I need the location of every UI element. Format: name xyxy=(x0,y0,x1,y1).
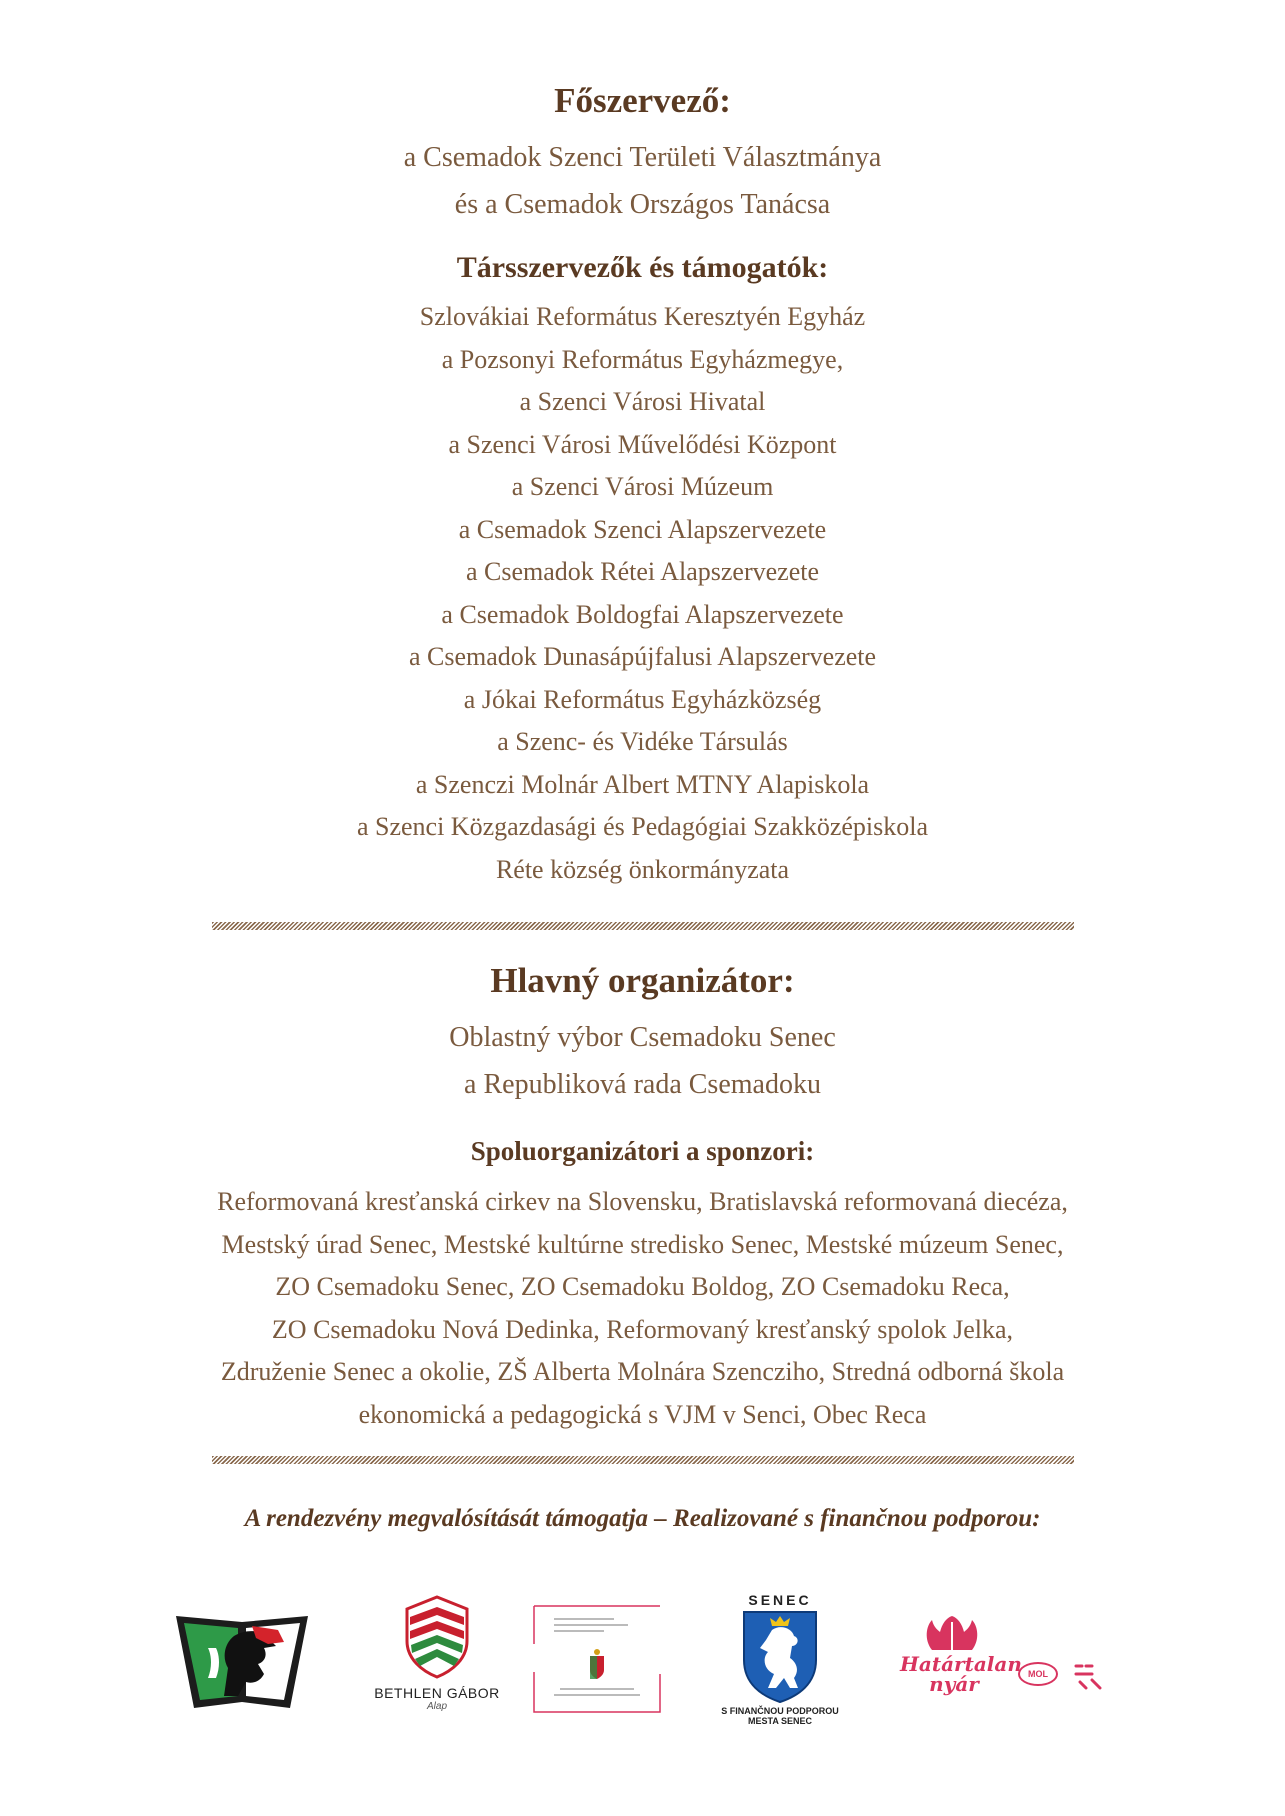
senec-coat-of-arms-icon xyxy=(710,1608,850,1704)
bethlen-shield-icon xyxy=(372,1593,502,1683)
hatartalan-nyar-logo xyxy=(900,1614,1120,1704)
bethlen-sub: Alap xyxy=(426,1701,447,1712)
hu-main-heading: Főszervező: xyxy=(554,81,731,120)
sk-co-organizers xyxy=(0,1135,1285,1436)
hu-co-line: a Jókai Református Egyházközség xyxy=(463,684,822,714)
hu-co-organizers xyxy=(0,250,1285,891)
hu-co-line: a Csemadok Rétei Alapszervezete xyxy=(465,557,820,586)
sk-co-line: Mestský úrad Senec, Mestské kultúrne stredisko Senec, Mestské múzeum Senec, xyxy=(221,1229,1064,1259)
senec-top-text: SENEC xyxy=(748,1592,812,1608)
sk-main-line: a Republiková rada Csemadoku xyxy=(464,1069,821,1100)
hu-main-line: a Csemadok Szenci Területi Választmánya xyxy=(403,142,882,173)
bethlen-name: BETHLEN GÁBOR xyxy=(374,1685,500,1701)
hatartalan-line1: Határtalan xyxy=(900,1652,1022,1676)
hu-co-line: a Szenci Városi Hivatal xyxy=(519,387,766,416)
sk-co-line: ZO Csemadoku Nová Dedinka, Reformovaný kresťanský spolok Jelka, xyxy=(271,1314,1014,1344)
section-divider xyxy=(212,922,1074,930)
sk-co-line: Reformovaná kresťanská cirkev na Slovensku, Bratislavská reformovaná diecéza, xyxy=(217,1187,1068,1217)
hu-main-line: és a Csemadok Országos Tanácsa xyxy=(454,189,831,220)
hu-co-line: Réte község önkormányzata xyxy=(495,854,790,884)
csemadok-logo xyxy=(172,1608,312,1713)
sk-main-organizer xyxy=(0,960,1285,1108)
hu-co-heading: Társszervezők és támogatók: xyxy=(456,251,829,284)
sk-main-heading: Hlavný organizátor: xyxy=(490,961,795,1000)
mol-text: MOL xyxy=(1028,1669,1048,1679)
mol-badge xyxy=(1018,1662,1058,1686)
hungarian-flag-icon xyxy=(1072,1662,1108,1690)
tulip-icon xyxy=(922,1614,982,1654)
hu-co-line: a Csemadok Szenci Alapszervezete xyxy=(458,514,827,544)
hu-co-line: a Szenczi Molnár Albert MTNY Alapiskola xyxy=(415,769,870,799)
sk-co-line: ZO Csemadoku Senec, ZO Csemadoku Boldog, ZO Csemadoku Reca, xyxy=(275,1272,1010,1302)
hu-co-line: a Pozsonyi Református Egyházmegye, xyxy=(441,344,844,374)
sk-co-line: Združenie Senec a okolie, ZŠ Alberta Molnára Szencziho, Stredná odborná škola xyxy=(220,1357,1065,1387)
hu-co-line: a Szenci Közgazdasági és Pedagógiai Szakközépiskola xyxy=(356,812,929,841)
hu-co-line: a Csemadok Dunasápújfalusi Alapszervezete xyxy=(408,642,877,671)
sk-main-line: Oblastný výbor Csemadoku Senec xyxy=(449,1022,836,1053)
sk-co-line: ekonomická a pedagogická s VJM v Senci, Obec Reca xyxy=(358,1399,927,1429)
sk-co-heading: Spoluorganizátori a sponzori: xyxy=(470,1136,815,1166)
hu-main-organizer xyxy=(0,80,1285,228)
hu-co-line: a Szenc- és Vidéke Társulás xyxy=(497,727,788,756)
support-line: A rendezvény megvalósítását támogatja – Realizované s finančnou podporou: xyxy=(244,1505,1041,1532)
senec-logo xyxy=(710,1592,850,1726)
hu-co-line: a Szenci Városi Múzeum xyxy=(511,472,774,501)
hu-co-line: a Szenci Városi Művelődési Központ xyxy=(448,429,837,459)
hu-co-line: Szlovákiai Református Keresztyén Egyház xyxy=(419,302,866,331)
hatartalan-line2: nyár xyxy=(929,1672,979,1696)
bethlen-gabor-logo xyxy=(372,1593,502,1712)
hu-co-line: a Csemadok Boldogfai Alapszervezete xyxy=(441,599,844,629)
senec-bottom-text-2: MESTA SENEC xyxy=(747,1716,812,1726)
ministry-logo xyxy=(532,1604,662,1714)
senec-bottom-text-1: S FINANČNOU PODPOROU xyxy=(721,1706,839,1716)
section-divider xyxy=(212,1456,1074,1464)
